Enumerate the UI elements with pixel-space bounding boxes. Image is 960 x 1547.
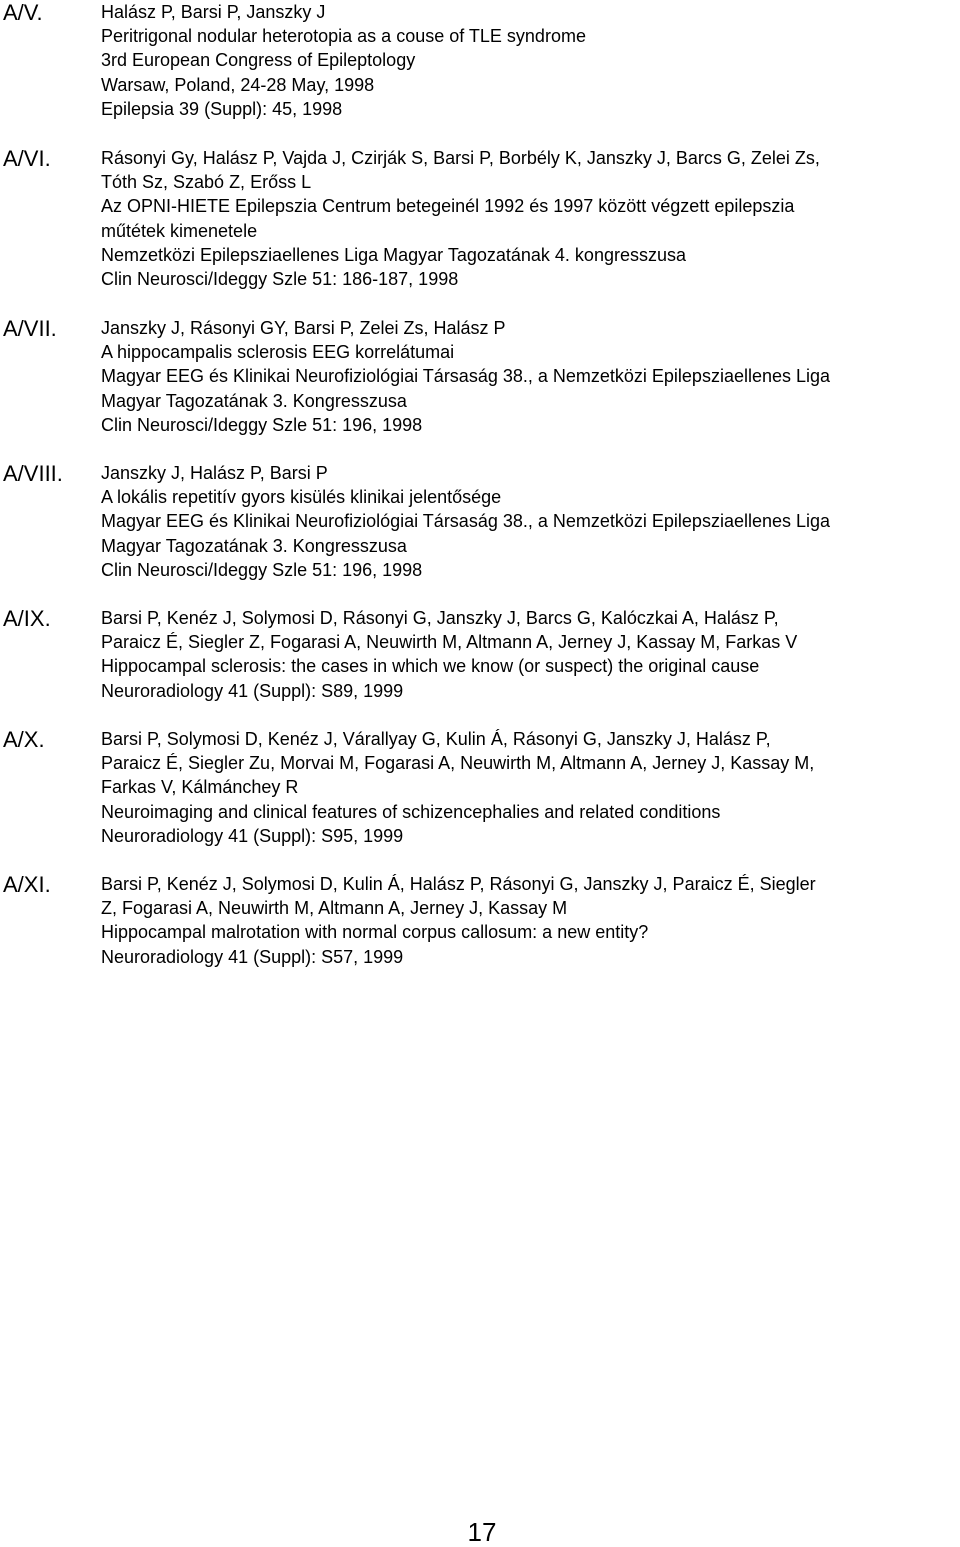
entry-citation: Clin Neurosci/Ideggy Szle 51: 196, 1998: [101, 414, 423, 435]
entry-label: A/VIII.: [3, 461, 63, 486]
entry-authors: Barsi P, Kenéz J, Solymosi D, Kulin Á, Halász P, Rásonyi G, Janszky J, Paraicz É, Siegler: [101, 874, 816, 894]
entry-authors: Paraicz É, Siegler Z, Fogarasi A, Neuwirth M, Altmann A, Jerney J, Kassay M, Farkas V: [101, 632, 798, 653]
entry-text: [101, 461, 960, 582]
entry-citation: Epilepsia 39 (Suppl): 45, 1998: [101, 98, 343, 119]
entry-authors: Halász P, Barsi P, Janszky J: [101, 2, 326, 22]
entry-authors: Barsi P, Kenéz J, Solymosi D, Rásonyi G, Janszky J, Barcs G, Kalóczkai A, Halász P,: [101, 608, 779, 628]
page-number: 17: [467, 1517, 497, 1547]
entry-text: [101, 0, 960, 121]
entry-title: Peritrigonal nodular heterotopia as a couse of TLE syndrome: [101, 26, 586, 47]
entry-title: A lokális repetitív gyors kisülés klinikai jelentősége: [101, 487, 502, 508]
entry-label: A/V.: [3, 0, 43, 25]
entry-authors: Paraicz É, Siegler Zu, Morvai M, Fogarasi A, Neuwirth M, Altmann A, Jerney J, Kassay M,: [101, 753, 815, 774]
entry-citation: Neuroradiology 41 (Suppl): S95, 1999: [101, 825, 404, 846]
entry-venue: Magyar EEG és Klinikai Neurofiziológiai Társaság 38., a Nemzetközi Epilepsziaellenes Liga: [101, 366, 831, 387]
entry-label: A/VI.: [3, 146, 51, 171]
entry-text: [101, 606, 960, 703]
entry-citation: Clin Neurosci/Ideggy Szle 51: 196, 1998: [101, 559, 423, 580]
entry-authors: Janszky J, Rásonyi GY, Barsi P, Zelei Zs, Halász P: [101, 318, 506, 338]
entry-label: A/IX.: [3, 606, 51, 631]
entry-authors: Z, Fogarasi A, Neuwirth M, Altmann A, Jerney J, Kassay M: [101, 898, 568, 919]
entry-text: [101, 316, 960, 437]
entry-text: [101, 872, 960, 969]
entry-venue: Warsaw, Poland, 24-28 May, 1998: [101, 74, 375, 95]
entry-authors: Barsi P, Solymosi D, Kenéz J, Várallyay G, Kulin Á, Rásonyi G, Janszky J, Halász P,: [101, 729, 771, 749]
entry-title: Hippocampal malrotation with normal corpus callosum: a new entity?: [101, 922, 649, 943]
entry-title: Neuroimaging and clinical features of schizencephalies and related conditions: [101, 801, 721, 822]
entry-title: műtétek kimenetele: [101, 220, 258, 241]
entry-citation: Neuroradiology 41 (Suppl): S57, 1999: [101, 946, 404, 967]
entry-label: A/XI.: [3, 872, 51, 897]
entry-title: A hippocampalis sclerosis EEG korrelátumai: [101, 342, 455, 363]
entry-authors: Janszky J, Halász P, Barsi P: [101, 463, 328, 483]
entry-authors: Farkas V, Kálmánchey R: [101, 777, 299, 798]
entry-venue: Nemzetközi Epilepsziaellenes Liga Magyar Tagozatának 4. kongresszusa: [101, 244, 686, 265]
entry-title: Hippocampal sclerosis: the cases in which we know (or suspect) the original cause: [101, 656, 760, 677]
entry-venue: Magyar EEG és Klinikai Neurofiziológiai Társaság 38., a Nemzetközi Epilepsziaellenes Liga: [101, 511, 831, 532]
entry-venue: Magyar Tagozatának 3. Kongresszusa: [101, 535, 407, 556]
entry-venue: Magyar Tagozatának 3. Kongresszusa: [101, 390, 407, 411]
entry-authors: Rásonyi Gy, Halász P, Vajda J, Czirják S, Barsi P, Borbély K, Janszky J, Barcs G, Zelei Zs,: [101, 148, 820, 168]
entry-text: [101, 146, 960, 291]
entry-title: Az OPNI-HIETE Epilepszia Centrum betegeinél 1992 és 1997 között végzett epilepszia: [101, 196, 795, 217]
entry-citation: Clin Neurosci/Ideggy Szle 51: 186-187, 1998: [101, 269, 459, 290]
entry-label: A/X.: [3, 727, 45, 752]
entry-citation: Neuroradiology 41 (Suppl): S89, 1999: [101, 680, 404, 701]
entry-venue: 3rd European Congress of Epileptology: [101, 50, 416, 71]
entry-authors: Tóth Sz, Szabó Z, Erőss L: [101, 172, 312, 193]
entry-label: A/VII.: [3, 316, 57, 341]
entry-text: [101, 727, 960, 848]
